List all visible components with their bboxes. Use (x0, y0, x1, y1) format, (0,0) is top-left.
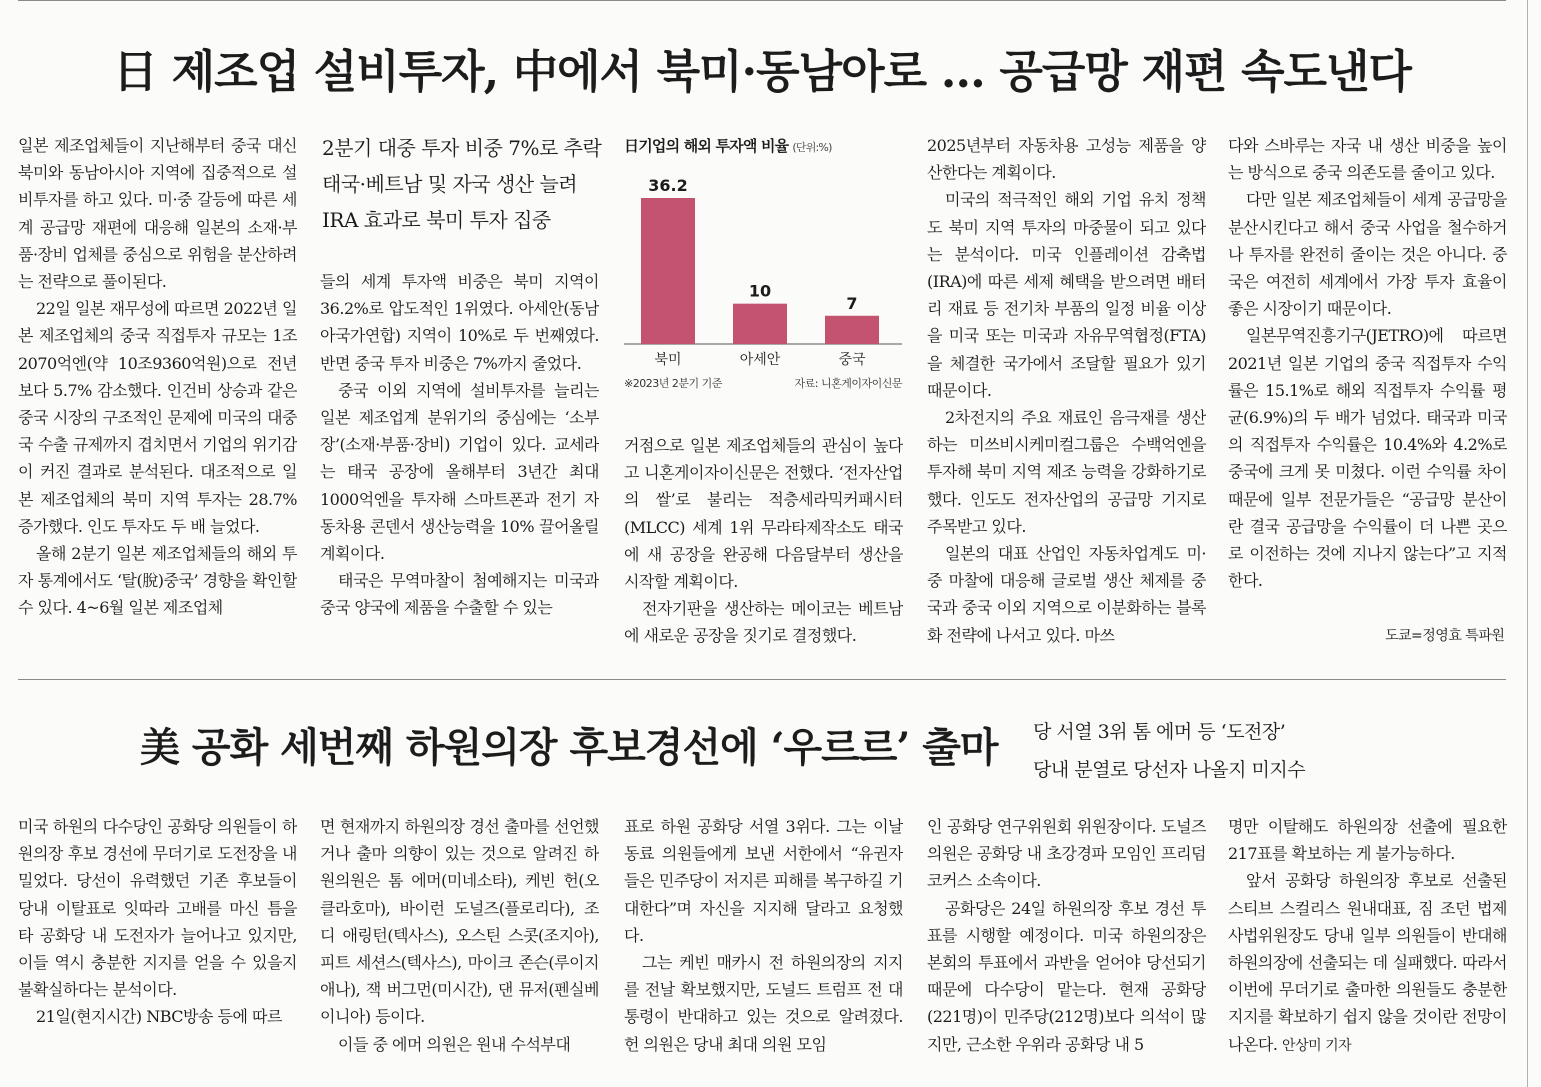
paragraph: 전자기판을 생산하는 메이코는 베트남에 새로운 공장을 짓기로 결정했다. (624, 599, 903, 646)
paragraph: 미국 하원의 다수당인 공화당 의원들이 하원의장 후보 경선에 무더기로 도전장을 내밀었다. 당선이 유력했던 기존 후보들이 당내 이탈표로 잇따라 고배를 마신 틈을 타 공화당 내 도전자가 늘어나고 있지만, 이들 역시 충분한 지지를 얻을 수 있을지 불확실하다는 분석이다. (18, 817, 297, 1000)
article2-column-5 (1228, 813, 1507, 1087)
article2-column-1 (18, 813, 297, 1087)
investment-ratio-chart (622, 132, 904, 402)
paragraph: 명만 이탈해도 하원의장 선출에 필요한 217표를 확보하는 게 불가능하다. (1228, 817, 1507, 864)
chart-category-label-0: 북미 (654, 352, 682, 368)
paragraph: 일본의 대표 산업인 자동차업계도 미·중 마찰에 대응해 글로벌 생산 체제를 중국과 중국 이외 지역으로 이분화하는 블록화 전략에 나서고 있다. 마쓰 (927, 544, 1206, 645)
article2-subheads (1033, 713, 1305, 789)
paragraph: 인 공화당 연구위원회 위원장이다. 도널즈 의원은 공화당 내 초강경파 모임인 프리덤 코커스 소속이다. (927, 817, 1206, 891)
subhead-line: IRA 효과로 북미 투자 집중 (322, 208, 551, 232)
subhead-line: 태국·베트남 및 자국 생산 늘려 (322, 172, 578, 196)
paragraph: 거점으로 일본 제조업체들의 관심이 높다고 니혼게이자이신문은 전했다. ‘전자산업의 쌀’로 불리는 적층세라믹커패시터(MLCC) 세계 1위 무라타제작소도 태국에 새 공장을 완공해 다음달부터 생산을 시작할 계획이다. (624, 436, 903, 592)
paragraph: 2025년부터 자동차용 고성능 제품을 양산한다는 계획이다. (927, 136, 1206, 183)
article2-column-4 (927, 813, 1206, 1087)
chart-bar-2 (825, 316, 879, 344)
article1-headline: 日 제조업 설비투자, 中에서 북미·동남아로 … 공급망 재편 속도낸다 (113, 45, 1411, 98)
chart-note: ※2023년 2분기 기준 (624, 377, 722, 390)
chart-category-label-1: 아세안 (739, 352, 781, 368)
chart-bar-1 (733, 304, 787, 344)
paragraph: 미국의 적극적인 해외 기업 유치 정책도 북미 지역 투자의 마중물이 되고 있다는 분석이다. 미국 인플레이션 감축법(IRA)에 따른 세제 혜택을 받으려면 배터리 재료 등 전기차 부품의 일정 비율 이상을 미국 또는 미국과 자유무역협정(FTA)을 체결한 국가에서 조달할 필요가 있기 때문이다. (927, 190, 1206, 400)
paragraph: 22일 일본 재무성에 따르면 2022년 일본 제조업체의 중국 직접투자 규모는 1조2070억엔(약 10조9360억원)으로 전년보다 5.7% 감소했다. 인건비 상승과 같은 중국 시장의 구조적인 문제에 미국의 대중국 수출 규제까지 겹치면서 기업의 위기감이 커진 결과로 분석된다. 대조적으로 일본 제조업체의 북미 지역 투자는 28.7% 증가했다. 인도 투자도 두 배 늘었다. (18, 299, 297, 536)
paragraph: 태국은 무역마찰이 첨예해지는 미국과 중국 양국에 제품을 수출할 수 있는 (320, 571, 599, 618)
chart-source: 자료: 니혼게이자이신문 (794, 377, 902, 390)
paragraph: 들의 세계 투자액 비중은 북미 지역이 36.2%로 압도적인 1위였다. 아세안(동남아국가연합) 지역이 10%로 두 번째였다. 반면 중국 투자 비중은 7%까지 줄었다. (320, 272, 599, 373)
paragraph: 그는 케빈 매카시 전 하원의장의 지지를 전날 확보했지만, 도널드 트럼프 전 대통령이 반대하고 있는 것으로 알려졌다. 헌 의원은 당내 최대 의원 모임 (624, 953, 903, 1054)
article1-byline: 도쿄=정영효 특파원 (1385, 628, 1505, 644)
top-rule (18, 0, 1506, 1)
article1-column-4 (927, 132, 1206, 652)
article1-column-5 (1228, 132, 1507, 622)
subhead-line: 2분기 대중 투자 비중 7%로 추락 (322, 136, 602, 160)
chart-title-text: 日기업의 해외 투자액 비율 (624, 137, 789, 155)
article2-column-2 (320, 813, 599, 1087)
chart-category-label-2: 중국 (838, 352, 866, 368)
chart-unit: (단위:%) (792, 141, 832, 154)
paragraph: 면 현재까지 하원의장 경선 출마를 선언했거나 출마 의향이 있는 것으로 알려진 하원의원은 톰 에머(미네소타), 케빈 헌(오클라호마), 바이런 도널즈(플로리다), 조디 애링턴(텍사스), 오스틴 스콧(조지아), 피트 세션스(텍사스), 마이크 존슨(루이지애나), 잭 버그먼(미시간), 댄 뮤저(펜실베이니아) 등이다. (320, 817, 599, 1027)
article2-column-3 (624, 813, 903, 1087)
paragraph: 일본무역진흥기구(JETRO)에 따르면 2021년 일본 기업의 중국 직접투자 수익률은 15.1%로 해외 직접투자 수익률 평균(6.9%)의 두 배가 넘었다. 태국과 미국의 직접투자 수익률은 10.4%와 4.2%로 중국에 크게 못 미쳤다. 이런 수익률 차이 때문에 일부 전문가들은 “공급망 분산이란 결국 공급망을 수익률이 더 나쁜 곳으로 이전하는 것에 지나지 않는다”고 지적한다. (1228, 326, 1507, 591)
right-margin-rule (1527, 0, 1528, 1087)
article2-headline: 美 공화 세번째 하원의장 후보경선에 ‘우르르’ 출마 (140, 724, 998, 771)
article1-column-3 (624, 432, 903, 652)
paragraph: 이들 중 에머 의원은 원내 수석부대 (338, 1034, 571, 1054)
paragraph: 표로 하원 공화당 서열 3위다. 그는 이날 동료 의원들에게 보낸 서한에서 “유권자들은 민주당이 저지른 피해를 복구하길 기대한다”며 자신을 지지해 달라고 요청했다. (624, 817, 903, 945)
chart-plot (622, 132, 904, 372)
paragraph: 공화당은 24일 하원의장 후보 경선 투표를 시행할 예정이다. 미국 하원의장은 본회의 투표에서 과반을 얻어야 당선되기 때문에 다수당이 맡는다. 현재 공화당(221명)이 민주당(212명)보다 의석이 많지만, 근소한 우위라 공화당 내 5 (927, 898, 1206, 1054)
article1-subheads (322, 130, 612, 238)
paragraph: 다만 일본 제조업체들이 세계 공급망을 분산시킨다고 해서 중국 사업을 철수하거나 투자를 완전히 줄이는 것은 아니다. 중국은 여전히 세계에서 가장 투자 효율이 좋은 시장이기 때문이다. (1228, 190, 1507, 319)
paragraph: 중국 이외 지역에 설비투자를 늘리는 일본 제조업계 분위기의 중심에는 ‘소부장’(소재·부품·장비) 기업이 있다. 교세라는 태국 공장에 올해부터 3년간 최대 1000억엔을 투자해 스마트폰과 전기 자동차용 콘덴서 생산능력을 10% 끌어올릴 계획이다. (320, 380, 599, 564)
paragraph: 다와 스바루는 자국 내 생산 비중을 높이는 방식으로 중국 의존도를 줄이고 있다. (1228, 136, 1507, 183)
paragraph: 21일(현지시간) NBC방송 등에 따르 (36, 1007, 282, 1027)
article2-byline: 안상미 기자 (1282, 1037, 1352, 1054)
chart-value-label-0: 36.2 (648, 176, 688, 195)
subhead-line: 당내 분열로 당선자 나올지 미지수 (1033, 759, 1306, 781)
chart-bar-0 (641, 198, 695, 344)
paragraph: 올해 2분기 일본 제조업체들의 해외 투자 통계에서도 ‘탈(脫)중국’ 경향을 확인할 수 있다. 4~6월 일본 제조업체 (18, 544, 297, 618)
article1-column-1 (18, 132, 297, 652)
article1-column-2 (320, 268, 599, 652)
section-divider (18, 679, 1506, 680)
chart-value-label-1: 10 (748, 281, 772, 301)
subhead-line: 당 서열 3위 톰 에머 등 ‘도전장’ (1033, 721, 1286, 743)
paragraph: 2차전지의 주요 재료인 음극재를 생산하는 미쓰비시케미컬그룹은 수백억엔을 투자해 북미 지역 제조 능력을 강화하기로 했다. 인도도 전자산업의 공급망 기지로 주목받고 있다. (927, 408, 1206, 536)
paragraph: 앞서 공화당 하원의장 후보로 선출된 스티브 스컬리스 원내대표, 짐 조던 법제사법위원장도 당내 일부 의원들이 반대해 하원의장에 선출되는 데 실패했다. 따라서 이번에 무더기로 출마한 의원들도 충분한 지지를 확보하기 쉽지 않을 것이란 전망이 나온다. 안상미 기자 (1228, 871, 1507, 1054)
chart-value-label-2: 7 (846, 293, 858, 313)
paragraph: 일본 제조업체들이 지난해부터 중국 대신 북미와 동남아시아 지역에 집중적으로 설비투자를 하고 있다. 미·중 갈등에 따른 세계 공급망 재편에 대응해 일본의 소재·부품·장비 업체를 중심으로 위험을 분산하려는 전략으로 풀이된다. (18, 136, 297, 292)
